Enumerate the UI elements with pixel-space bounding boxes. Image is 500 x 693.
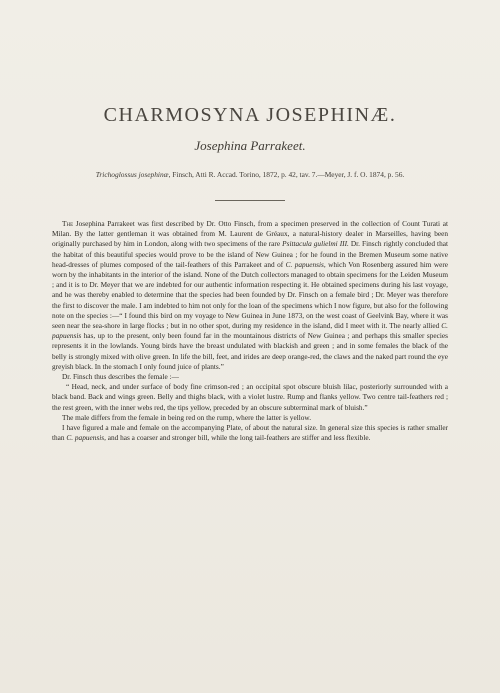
species-name-italic: C. papuensis, xyxy=(285,259,326,269)
text-run: “ Head, neck, and under surface of body fine crimson-red ; an occipital spot obscure bluish lilac, posteriorly surrounded with a black band. Back and wings green. Belly and thighs black, with a violet lustre. Rump and flanks yellow. Two centre tail-feathers red ; the rest green, with the inner webs red, the tips yellow, preceded by an obscure subterminal mark of bluish.” xyxy=(52,382,448,412)
body-paragraph xyxy=(52,413,448,423)
body-paragraph xyxy=(52,372,448,382)
synonymy-citation xyxy=(60,170,440,179)
text-run: and has a coarser and stronger bill, while the long tail-feathers are stiffer and less flexible. xyxy=(105,433,371,443)
species-title: CHARMOSYNA JOSEPHINÆ. xyxy=(103,104,397,126)
species-name-italic: C. papuensis, xyxy=(66,433,106,443)
common-name-subtitle: Josephina Parrakeet. xyxy=(194,138,306,153)
separator-rule xyxy=(215,200,285,201)
text-run: has, up to the present, only been found far in the mountainous districts of New Guinea ; and perhaps this smaller species represents it in the lowlands. Young birds have the breast undulated with blackish and green ; and in some females the black of the belly is strongly mixed with olive green. In life the bill, feet, and irides are deep orange-red, the claws and the naked part round the eye greyish black. In the stomach I only found juice of plants.” xyxy=(52,331,448,371)
body-paragraph xyxy=(52,382,448,413)
body-paragraph xyxy=(52,219,448,372)
text-run: I have figured a male and female on the accompanying Plate, of about the natural size. In general size this species is rather smaller than xyxy=(52,423,448,443)
species-name-italic: Psittacula gulielmi III. xyxy=(282,239,349,249)
text-run: Dr. Finsch rightly concluded that the habitat of this beautiful species would prove to be the island of New Guinea ; for he found in the Bremen Museum some native head-dresses of plumes composed of the tail-feathers of this Parrakeet and of xyxy=(52,239,448,269)
citation-synonym: Trichoglossus josephinæ xyxy=(95,170,169,179)
text-run: The male differs from the female in being red on the rump, where the latter is yellow. xyxy=(62,412,312,422)
text-run: Josephina Parrakeet was first described by Dr. Otto Finsch, from a specimen preserved in the collection of Count Turati at Milan. By the latter gentleman it was obtained from M. Laurent de Gréaux, a natural-history dealer in Marseilles, having been originally purchased by him in London, along with two specimens of the rare xyxy=(52,219,448,249)
citation-reference: , Finsch, Atti R. Accad. Torino, 1872, p. 42, tav. 7.—Meyer, J. f. O. 1874, p. 56. xyxy=(168,170,405,179)
text-run: Dr. Finsch thus describes the female :— xyxy=(62,372,179,382)
species-name-italic: C. papuensis xyxy=(52,321,448,341)
article-body xyxy=(52,219,448,443)
paragraph-lead-word: The xyxy=(62,219,74,228)
text-run: which Von Rosenberg assured him were worn by the inhabitants in the interior of the island. None of the Dutch collectors managed to obtain specimens for the Leiden Museum ; and it is to Dr. Meyer that we are indebted for our authentic information respecting it. He obtained specimens during his last voyage, and he was thereby enabled to determine that the species had been founded by Dr. Finsch on a female bird ; Dr. Meyer was therefore the first to discover the male. I am indebted to him not only for the loan of the specimens which I now figure, but also for the following note on the species :—“ I found this bird on my voyage to New Guinea in June 1873, on the west coast of Geelvink Bay, where it was seen near the sea-shore in large flocks ; but in no other spot, during my residence in the island, did I meet with it. The nearly allied xyxy=(52,259,449,331)
body-paragraph xyxy=(52,423,448,443)
